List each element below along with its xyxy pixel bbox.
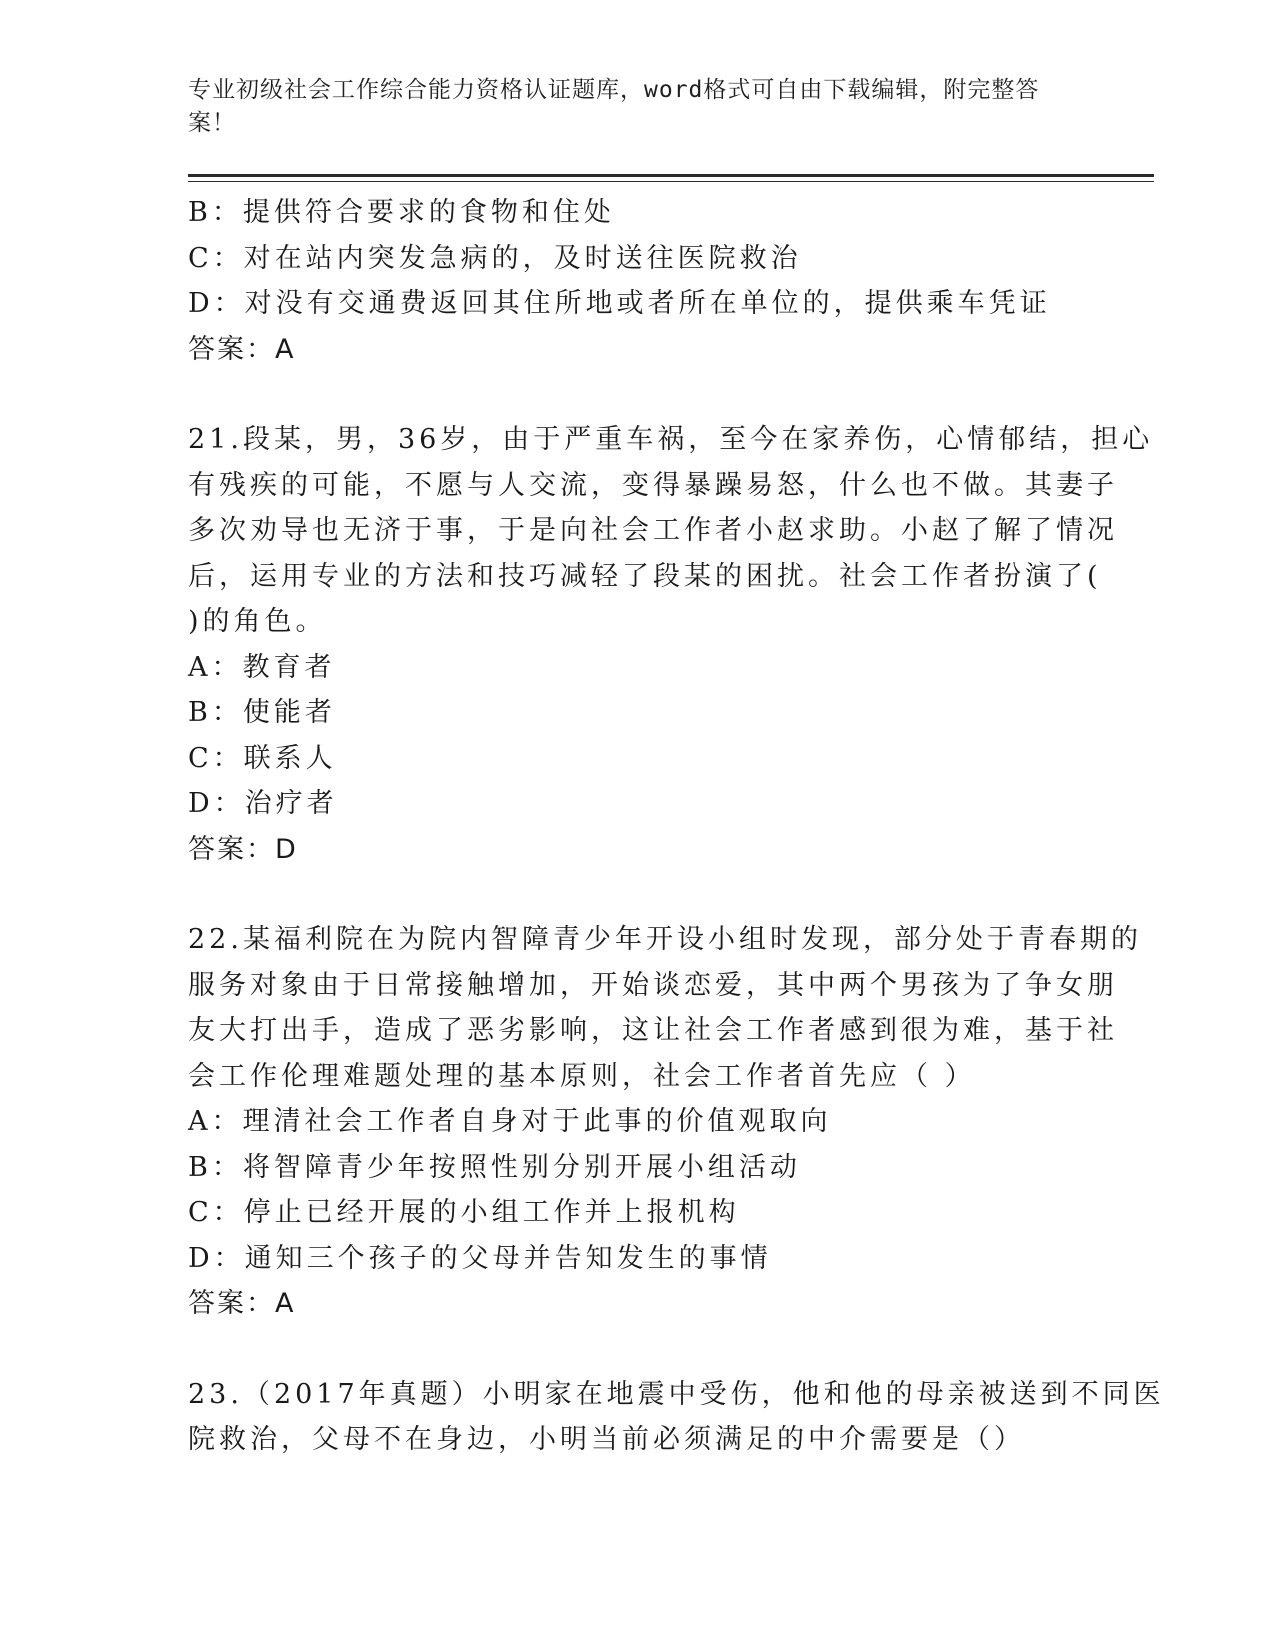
option-c: C：联系人 — [188, 742, 337, 774]
spacer — [188, 872, 1088, 917]
header-divider-thin — [188, 181, 1154, 182]
option-b: B：使能者 — [188, 697, 336, 728]
answer-line: 答案：D — [188, 833, 298, 865]
question-23 — [188, 1372, 1165, 1463]
option-a: A：教育者 — [188, 651, 336, 683]
question-stem-line: 22.某福利院在为院内智障青少年开设小组时发现，部分处于青春期的 — [188, 924, 1142, 955]
document-body — [188, 190, 1165, 1463]
option-a: A：理清社会工作者自身对于此事的价值观取向 — [188, 1106, 832, 1137]
header-divider-thick — [188, 174, 1154, 177]
question-22 — [188, 917, 1142, 1327]
question-stem-line: 21.段某，男，36岁，由于严重车祸，至今在家养伤，心情郁结，担心 — [188, 424, 1154, 455]
option-d: D：通知三个孩子的父母并告知发生的事情 — [188, 1242, 772, 1274]
option-c: C：对在站内突发急病的，及时送往医院救治 — [188, 242, 802, 274]
question-stem-line: 多次劝导也无济于事，于是向社会工作者小赵求助。小赵了解了情况 — [188, 515, 1118, 546]
question-stem-line: 23.（2017年真题）小明家在地震中受伤，他和他的母亲被送到不同医 — [188, 1378, 1165, 1410]
option-b: B：将智障青少年按照性别分别开展小组活动 — [188, 1151, 801, 1183]
question-stem-line: 服务对象由于日常接触增加，开始谈恋爱，其中两个男孩为了争女朋 — [188, 969, 1118, 1001]
spacer — [188, 1327, 1088, 1372]
option-c: C：停止已经开展的小组工作并上报机构 — [188, 1197, 740, 1228]
answer-line: 答案：A — [188, 333, 296, 365]
question-stem-line: 会工作伦理难题处理的基本原则，社会工作者首先应（ ） — [188, 1060, 976, 1092]
question-stem-line: 院救治，父母不在身边，小明当前必须满足的中介需要是（） — [188, 1424, 1025, 1455]
page-header: 专业初级社会工作综合能力资格认证题库，word格式可自由下载编辑，附完整答案！ — [188, 77, 1040, 136]
option-d: D：治疗者 — [188, 788, 338, 819]
answer-line: 答案：A — [188, 1288, 296, 1319]
option-b: B：提供符合要求的食物和住处 — [188, 197, 615, 228]
option-d: D：对没有交通费返回其住所地或者所在单位的，提供乘车凭证 — [188, 288, 1051, 319]
question-stem-line: 后，运用专业的方法和技巧减轻了段某的困扰。社会工作者扮演了( — [188, 560, 1102, 592]
question-stem-line: 有残疾的可能，不愿与人交流，变得暴躁易怒，什么也不做。其妻子 — [188, 469, 1118, 501]
question-21 — [188, 417, 1154, 872]
question-stem-line: 友大打出手，造成了恶劣影响，这让社会工作者感到很为难，基于社 — [188, 1015, 1118, 1046]
question-20-tail — [188, 190, 1088, 372]
question-stem-line: )的角色。 — [188, 606, 327, 637]
spacer — [188, 372, 1088, 417]
